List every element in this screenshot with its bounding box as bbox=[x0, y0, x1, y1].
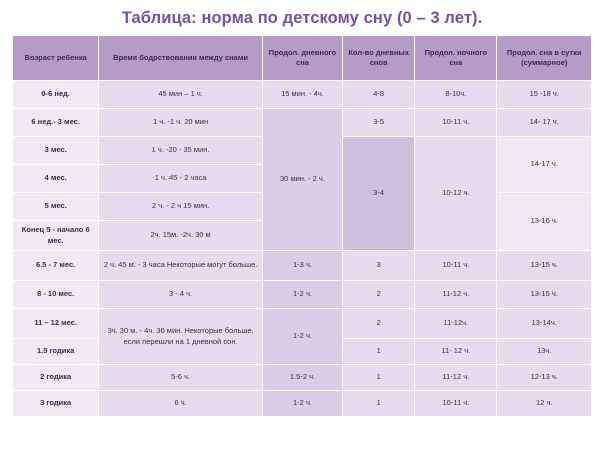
cell-awake: 5-6 ч. bbox=[99, 365, 263, 391]
cell-awake: 6 ч. bbox=[99, 391, 263, 417]
cell-naps: 4-8 bbox=[343, 81, 415, 109]
column-header-night-sleep: Продол. ночного сна bbox=[415, 36, 497, 81]
cell-age: 5 мес. bbox=[13, 193, 99, 221]
cell-day-sleep: 1-2 ч. bbox=[262, 281, 342, 309]
cell-naps: 1 bbox=[343, 365, 415, 391]
cell-awake: 1 ч. 45 - 2 часа bbox=[99, 165, 263, 193]
table-header bbox=[13, 36, 592, 81]
cell-naps: 2 bbox=[343, 309, 415, 339]
cell-awake: 3 - 4 ч. bbox=[99, 281, 263, 309]
table-row bbox=[13, 109, 592, 137]
page-title: Таблица: норма по детскому сну (0 – 3 лет). bbox=[121, 9, 483, 27]
cell-awake: 2 ч. - 2 ч 15 мин. bbox=[99, 193, 263, 221]
cell-awake: 2ч. 15м. -2ч. 30 м bbox=[99, 221, 263, 251]
cell-naps: 2 bbox=[343, 281, 415, 309]
cell-awake: 1 ч. -1 ч. 20 мин bbox=[99, 109, 263, 137]
cell-naps: 3-5 bbox=[343, 109, 415, 137]
column-header-day-sleep: Продол. дневного сна bbox=[262, 36, 342, 81]
cell-total: 14- 17 ч. bbox=[497, 109, 592, 137]
cell-total: 13-15 ч. bbox=[497, 281, 592, 309]
cell-total: 13-15 ч. bbox=[497, 251, 592, 281]
cell-day-sleep: 15 мин. - 4ч. bbox=[262, 81, 342, 109]
cell-age: 4 мес. bbox=[13, 165, 99, 193]
column-header-age: Возраст ребенка bbox=[13, 36, 99, 81]
cell-total: 15 -18 ч. bbox=[497, 81, 592, 109]
cell-night-sleep: 10-11 ч. bbox=[415, 109, 497, 137]
table-row bbox=[13, 251, 592, 281]
cell-age: Конец 5 - начало 6 мес. bbox=[13, 221, 99, 251]
cell-naps-merged: 3-4 bbox=[343, 137, 415, 251]
table-body bbox=[13, 81, 592, 417]
cell-age: 6.5 - 7 мес. bbox=[13, 251, 99, 281]
sleep-norms-table bbox=[12, 35, 592, 417]
table-row bbox=[13, 365, 592, 391]
cell-day-sleep: 1.5-2 ч. bbox=[262, 365, 342, 391]
cell-night-sleep: 8-10ч. bbox=[415, 81, 497, 109]
cell-awake: 1 ч. -20 - 35 мин. bbox=[99, 137, 263, 165]
cell-night-sleep: 11- 12 ч. bbox=[415, 339, 497, 365]
cell-age: 11 – 12 мес. bbox=[13, 309, 99, 339]
cell-night-sleep: 11-12ч. bbox=[415, 309, 497, 339]
cell-awake: 45 мин – 1 ч. bbox=[99, 81, 263, 109]
cell-night-sleep: 10-11 ч. bbox=[415, 251, 497, 281]
column-header-awake: Время бодрствования между снами bbox=[99, 36, 263, 81]
header-row bbox=[13, 36, 592, 81]
table-row bbox=[13, 309, 592, 339]
cell-total: 13ч. bbox=[497, 339, 592, 365]
column-header-total: Продол. сна в сутки (суммарное) bbox=[497, 36, 592, 81]
cell-total-merged-a: 14-17 ч. bbox=[497, 137, 592, 193]
table-row bbox=[13, 391, 592, 417]
cell-day-sleep-merged: 30 мин. - 2 ч. bbox=[262, 109, 342, 251]
cell-total: 12 ч. bbox=[497, 391, 592, 417]
column-header-naps: Кол-во дневных снов bbox=[343, 36, 415, 81]
cell-total: 13-14ч. bbox=[497, 309, 592, 339]
cell-age: 1.5 годика bbox=[13, 339, 99, 365]
cell-day-sleep: 1-3 ч. bbox=[262, 251, 342, 281]
cell-age: 2 годика bbox=[13, 365, 99, 391]
cell-day-sleep: 1-2 ч. bbox=[262, 391, 342, 417]
cell-night-sleep-merged: 10-12 ч. bbox=[415, 137, 497, 251]
cell-awake: 3ч. 30 м. - 4ч. 30 мин. Некоторые больше, если перешли на 1 дневной сон. bbox=[99, 309, 263, 365]
cell-naps: 1 bbox=[343, 339, 415, 365]
cell-age: 3 мес. bbox=[13, 137, 99, 165]
cell-total-merged-b: 13-16 ч. bbox=[497, 193, 592, 251]
cell-age: 8 - 10 мес. bbox=[13, 281, 99, 309]
table-row bbox=[13, 81, 592, 109]
cell-night-sleep: 11-12 ч. bbox=[415, 281, 497, 309]
cell-day-sleep-merged: 1-2 ч. bbox=[262, 309, 342, 365]
cell-naps: 3 bbox=[343, 251, 415, 281]
table-row bbox=[13, 281, 592, 309]
cell-night-sleep: 10-11 ч. bbox=[415, 391, 497, 417]
cell-awake: 2 ч. 45 м. - 3 часа Некоторые могут больше. bbox=[99, 251, 263, 281]
bottom-spacer bbox=[0, 443, 604, 453]
cell-night-sleep: 11-12 ч. bbox=[415, 365, 497, 391]
cell-age: 0-6 нед. bbox=[13, 81, 99, 109]
cell-naps: 1 bbox=[343, 391, 415, 417]
cell-age: 3 годика bbox=[13, 391, 99, 417]
cell-age: 6 нед.- 3 мес. bbox=[13, 109, 99, 137]
cell-total: 12-13 ч. bbox=[497, 365, 592, 391]
